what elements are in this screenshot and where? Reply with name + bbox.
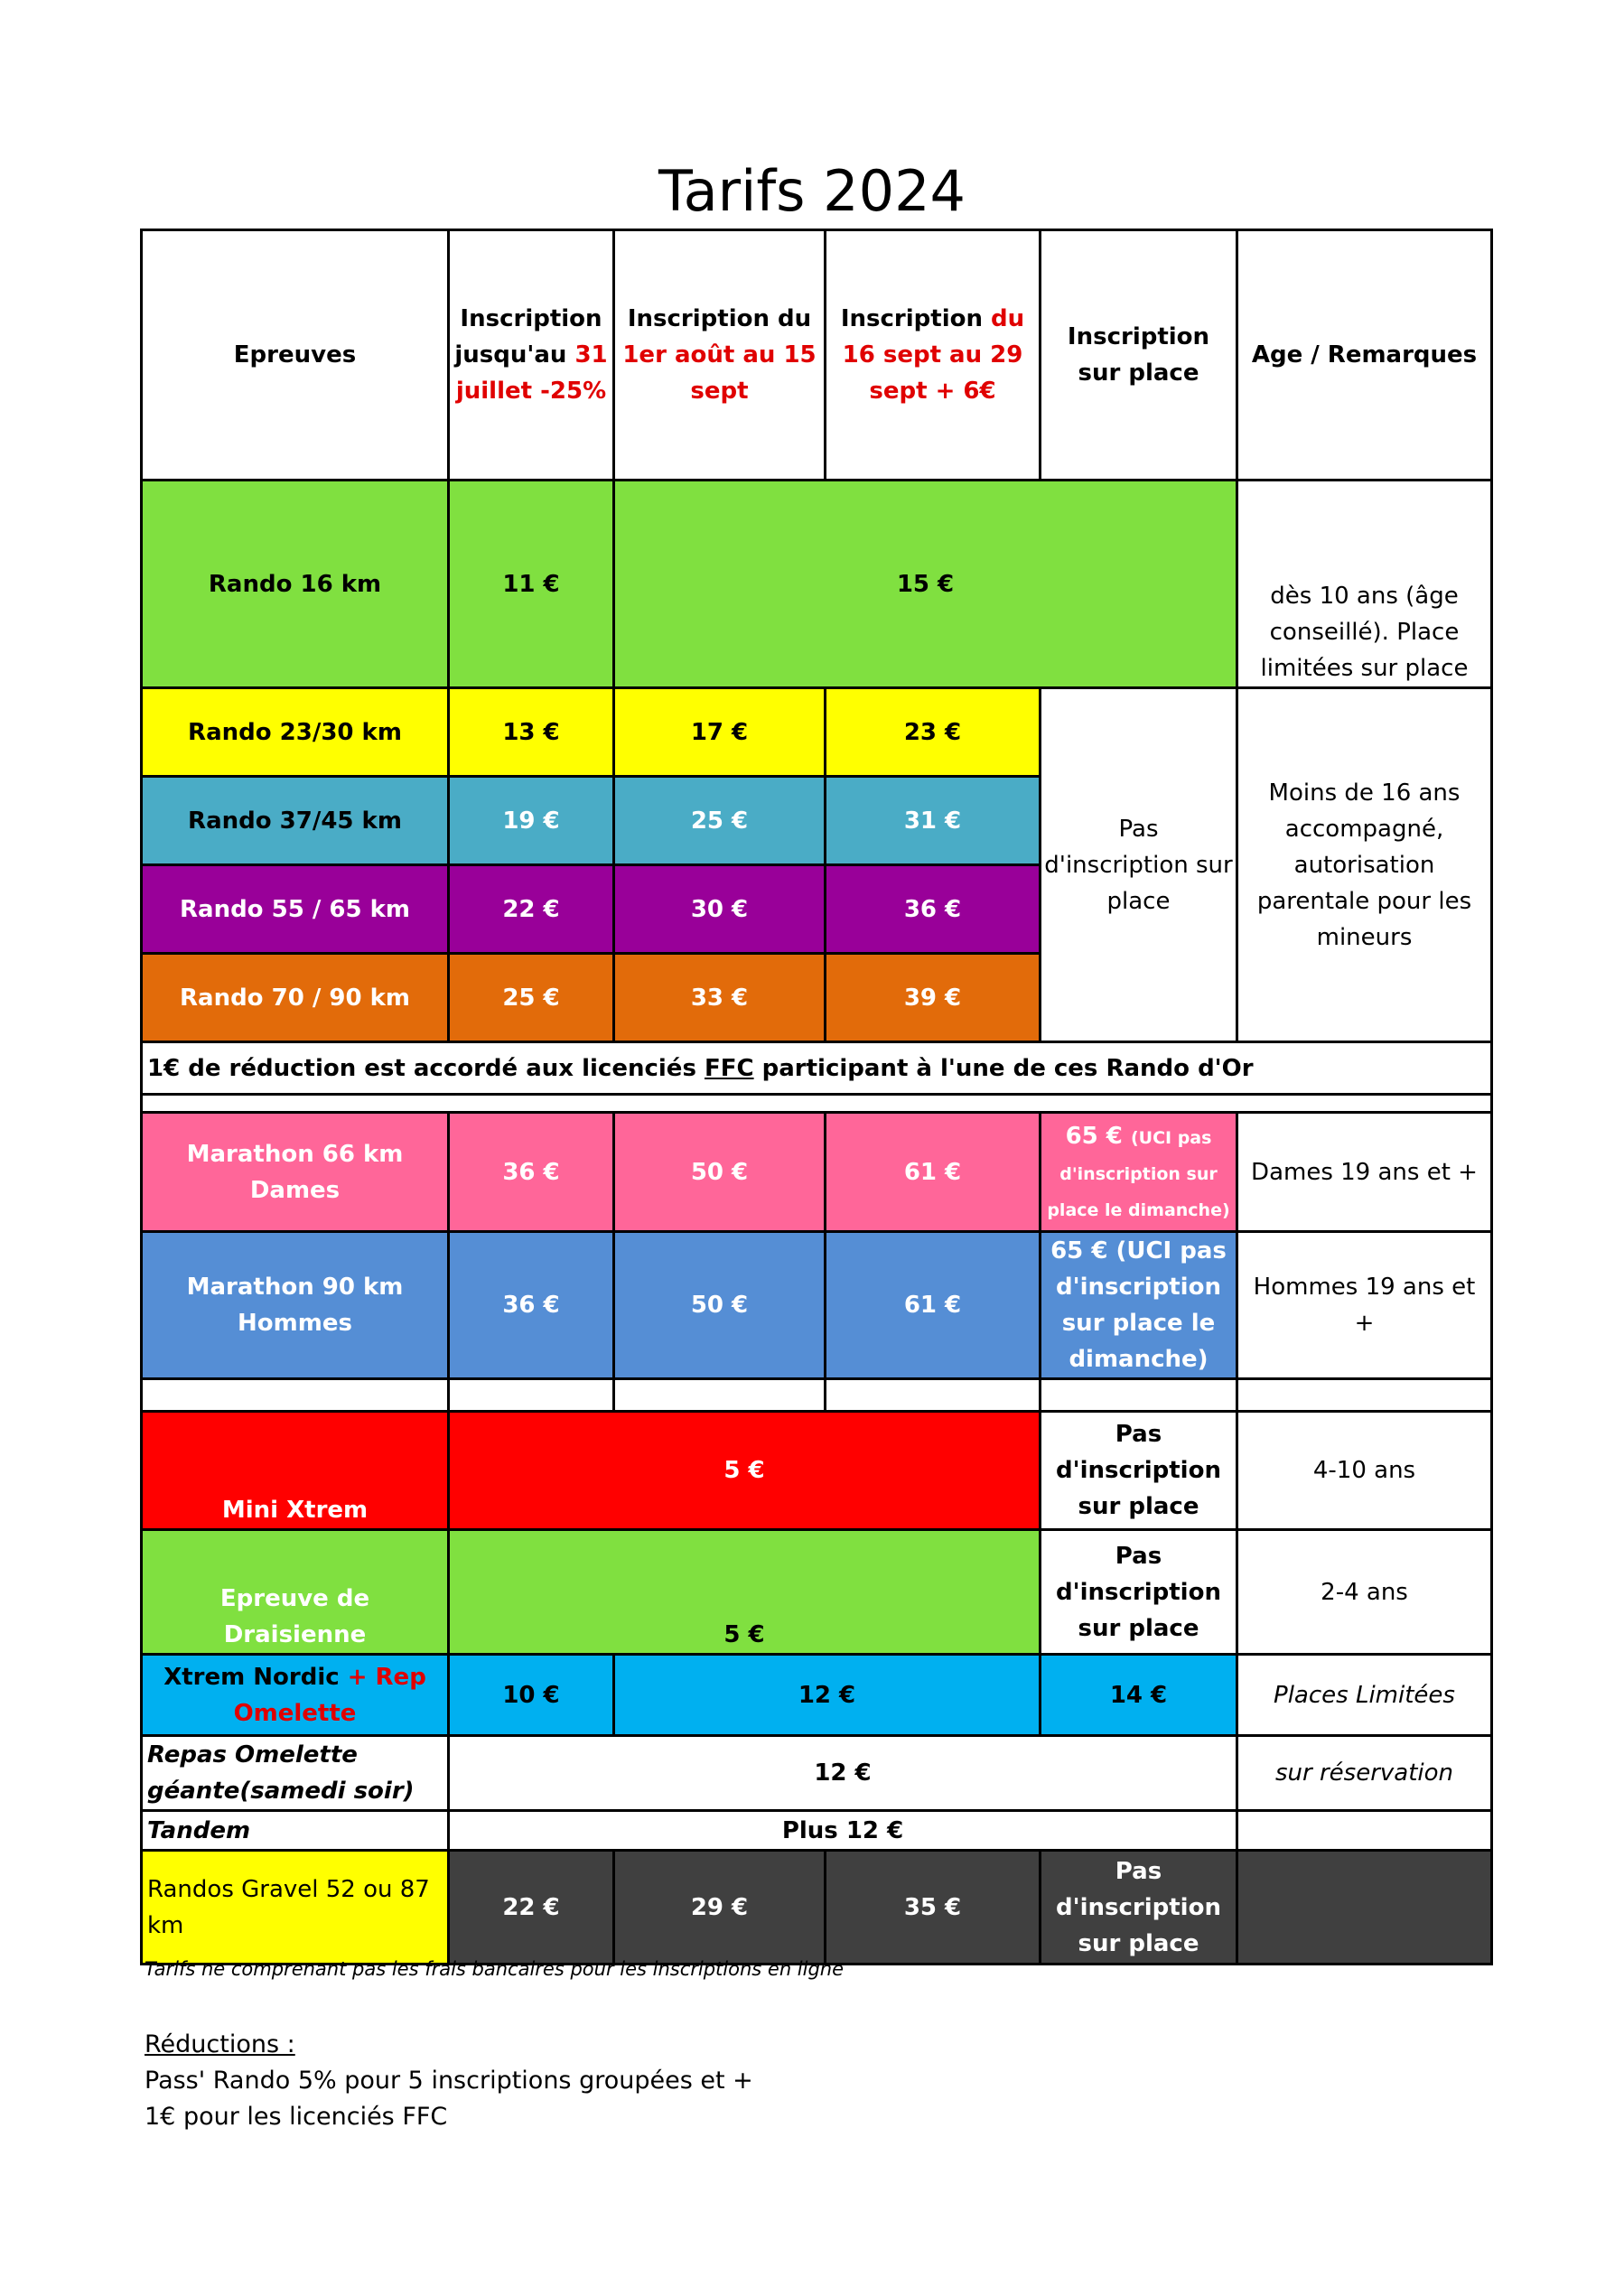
price-cell: Plus 12 € — [449, 1811, 1237, 1851]
table-row — [142, 1811, 1492, 1851]
price-cell: 39 € — [826, 954, 1041, 1042]
table-row — [142, 481, 1492, 688]
price-cell: 50 € — [614, 1113, 826, 1232]
header-col1: Inscription jusqu'au 31 juillet -25% — [449, 230, 614, 481]
price-cell: 30 € — [614, 865, 826, 954]
price-cell: 12 € — [449, 1736, 1237, 1811]
row-name: Rando 16 km — [142, 481, 449, 688]
price-cell: 35 € — [826, 1851, 1041, 1965]
price-cell: 36 € — [826, 865, 1041, 954]
remark-cell: Moins de 16 ans accompagné, autorisation parentale pour les mineurs — [1237, 688, 1492, 1042]
price-cell: 50 € — [614, 1232, 826, 1379]
reductions-block — [145, 2027, 753, 2135]
price-cell: 61 € — [826, 1232, 1041, 1379]
page-title: Tarifs 2024 — [658, 158, 966, 224]
remark-cell — [1237, 1811, 1492, 1851]
price-cell: 22 € — [449, 865, 614, 954]
row-name: Rando 23/30 km — [142, 688, 449, 777]
spacer-row — [142, 1095, 1492, 1113]
table-row — [142, 1736, 1492, 1811]
spacer-row — [142, 1379, 1492, 1412]
row-name: Tandem — [142, 1811, 449, 1851]
remark-cell: 2-4 ans — [1237, 1530, 1492, 1655]
spacer-cell — [614, 1379, 826, 1412]
spacer-cell — [142, 1379, 449, 1412]
ffc-note: 1€ de réduction est accordé aux licenciés FFC participant à l'une de ces Rando d'Or — [142, 1042, 1492, 1095]
header-col5: Age / Remarques — [1237, 230, 1492, 481]
row-name: Marathon 66 km Dames — [142, 1113, 449, 1232]
header-col4: Inscription sur place — [1041, 230, 1237, 481]
row-name: Rando 37/45 km — [142, 777, 449, 865]
remark-cell: Hommes 19 ans et + — [1237, 1232, 1492, 1379]
reductions-line: 1€ pour les licenciés FFC — [145, 2103, 448, 2131]
spacer-cell — [449, 1379, 614, 1412]
spacer-cell — [1041, 1379, 1237, 1412]
place-cell: Pas d'inscription sur place — [1041, 1530, 1237, 1655]
price-cell: 33 € — [614, 954, 826, 1042]
remark-cell: Places Limitées — [1237, 1655, 1492, 1736]
price-cell: 36 € — [449, 1113, 614, 1232]
table-row — [142, 1530, 1492, 1655]
price-cell: 11 € — [449, 481, 614, 688]
price-cell: 29 € — [614, 1851, 826, 1965]
price-cell: 36 € — [449, 1232, 614, 1379]
place-cell: Pas d'inscription sur place — [1041, 1412, 1237, 1530]
place-cell: Pas d'inscription sur place — [1041, 1851, 1237, 1965]
row-name: Mini Xtrem — [142, 1412, 449, 1530]
row-name: Rando 55 / 65 km — [142, 865, 449, 954]
place-cell: 65 € (UCI pas d'inscription sur place le dimanche) — [1041, 1232, 1237, 1379]
header-col3: Inscription du 16 sept au 29 sept + 6€ — [826, 230, 1041, 481]
tarifs-table — [140, 229, 1493, 1965]
price-cell: 10 € — [449, 1655, 614, 1736]
price-cell: 12 € — [614, 1655, 1041, 1736]
header-epreuves: Epreuves — [142, 230, 449, 481]
spacer-cell — [1237, 1379, 1492, 1412]
row-name: Xtrem Nordic + Rep Omelette — [142, 1655, 449, 1736]
reductions-line: Pass' Rando 5% pour 5 inscriptions groupées et + — [145, 2067, 753, 2095]
row-name: Rando 70 / 90 km — [142, 954, 449, 1042]
place-cell: Pas d'inscription sur place — [1041, 688, 1237, 1042]
price-cell: 22 € — [449, 1851, 614, 1965]
place-cell: 14 € — [1041, 1655, 1237, 1736]
table-row — [142, 1412, 1492, 1530]
row-name: Randos Gravel 52 ou 87 km — [142, 1851, 449, 1965]
table-row — [142, 1851, 1492, 1965]
header-col2: Inscription du 1er août au 15 sept — [614, 230, 826, 481]
remark-cell: dès 10 ans (âge conseillé). Place limitées sur place — [1237, 481, 1492, 688]
price-cell: 25 € — [449, 954, 614, 1042]
price-cell: 25 € — [614, 777, 826, 865]
spacer-cell — [826, 1379, 1041, 1412]
table-row — [142, 1232, 1492, 1379]
ffc-note-row — [142, 1042, 1492, 1095]
price-cell: 17 € — [614, 688, 826, 777]
remark-cell: Dames 19 ans et + — [1237, 1113, 1492, 1232]
remark-cell — [1237, 1851, 1492, 1965]
price-cell: 13 € — [449, 688, 614, 777]
price-cell: 15 € — [614, 481, 1237, 688]
place-cell: 65 € (UCI pas d'inscription sur place le dimanche) — [1041, 1113, 1237, 1232]
footnote: Tarifs ne comprenant pas les frais bancaires pour les inscriptions en ligne — [145, 1958, 845, 1980]
reductions-heading: Réductions : — [145, 2030, 295, 2058]
price-cell: 61 € — [826, 1113, 1041, 1232]
table-row — [142, 1655, 1492, 1736]
header-row — [142, 230, 1492, 481]
row-name: Epreuve de Draisienne — [142, 1530, 449, 1655]
price-cell: 5 € — [449, 1412, 1041, 1530]
remark-cell: 4-10 ans — [1237, 1412, 1492, 1530]
row-name: Marathon 90 km Hommes — [142, 1232, 449, 1379]
price-cell: 19 € — [449, 777, 614, 865]
table-row — [142, 688, 1492, 777]
remark-cell: sur réservation — [1237, 1736, 1492, 1811]
row-name: Repas Omelette géante(samedi soir) — [142, 1736, 449, 1811]
price-cell: 23 € — [826, 688, 1041, 777]
price-cell: 5 € — [449, 1530, 1041, 1655]
spacer-cell — [142, 1095, 1492, 1113]
price-cell: 31 € — [826, 777, 1041, 865]
table-row — [142, 1113, 1492, 1232]
